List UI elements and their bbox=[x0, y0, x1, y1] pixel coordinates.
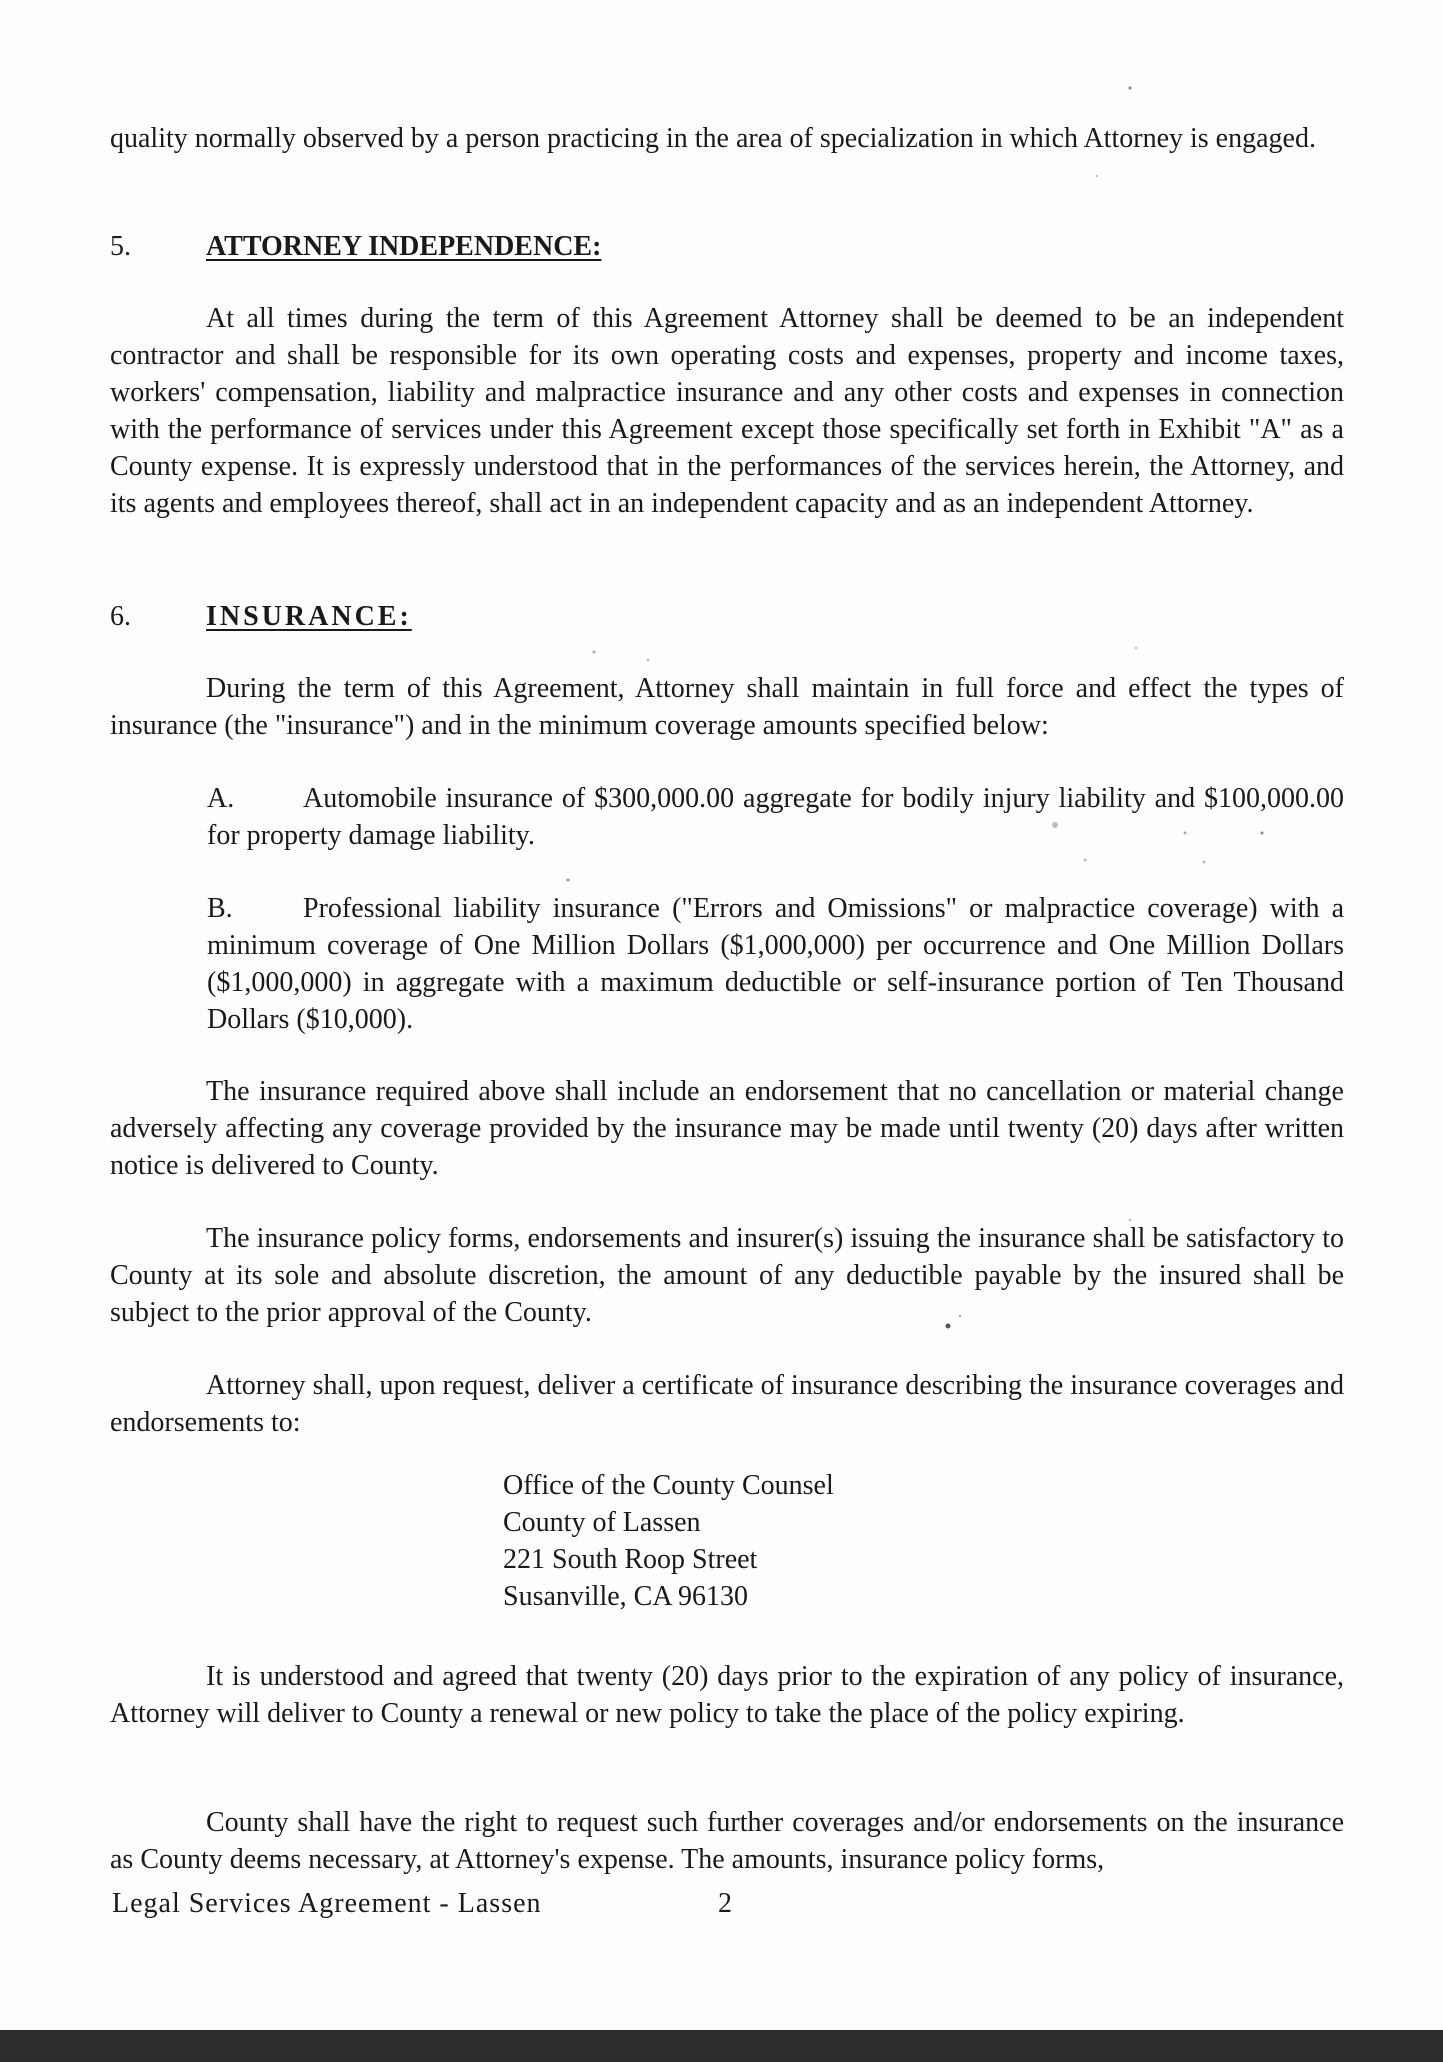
mailing-address bbox=[503, 1467, 834, 1615]
section-6-heading bbox=[110, 598, 412, 635]
section-5-number: 5. bbox=[110, 231, 131, 262]
section-6-number: 6. bbox=[110, 601, 131, 632]
continuation-paragraph: quality normally observed by a person practicing in the area of specialization in which Attorney is engaged. bbox=[110, 123, 1316, 154]
further-coverage-paragraph: County shall have the right to request such further coverages and/or endorsements on the insurance as County deems necessary, at Attorney's expense. The amounts, insurance policy forms, bbox=[110, 1807, 1344, 1875]
insurance-item-a bbox=[207, 780, 1344, 854]
footer-title: Legal Services Agreement - Lassen bbox=[112, 1888, 542, 1919]
certificate-paragraph: Attorney shall, upon request, deliver a certificate of insurance describing the insurance coverages and endorsements to: bbox=[110, 1370, 1344, 1438]
address-line-4: Susanville, CA 96130 bbox=[503, 1581, 749, 1612]
section-5-body: At all times during the term of this Agreement Attorney shall be deemed to be an independent contractor and shall be responsible for its own operating costs and expenses, property and income taxes, workers' compensation, liability and malpractice insurance and any other costs and expenses in connection with the performance of services under this Agreement except those specifically set forth in Exhibit "A" as a County expense. It is expressly understood that in the performances of the services herein, the Attorney, and its agents and employees thereof, shall act in an independent capacity and as an independent Attorney. bbox=[110, 303, 1344, 519]
item-a-text: Automobile insurance of $300,000.00 aggregate for bodily injury liability and $100,000.00 for property damage liability. bbox=[207, 783, 1344, 851]
footer-page-number: 2 bbox=[718, 1888, 732, 1919]
address-line-1: Office of the County Counsel bbox=[503, 1470, 834, 1501]
section-6-intro: During the term of this Agreement, Attorney shall maintain in full force and effect the types of insurance (the "insurance") and in the minimum coverage amounts specified below: bbox=[110, 673, 1344, 741]
insurance-item-b bbox=[207, 890, 1344, 1038]
scan-bottom-edge bbox=[0, 2030, 1443, 2062]
renewal-paragraph: It is understood and agreed that twenty (20) days prior to the expiration of any policy of insurance, Attorney will deliver to County a renewal or new policy to take the place of the policy expiring. bbox=[110, 1661, 1344, 1729]
section-5-title: ATTORNEY INDEPENDENCE: bbox=[206, 231, 602, 262]
section-5-heading bbox=[110, 228, 601, 265]
address-line-2: County of Lassen bbox=[503, 1507, 701, 1538]
endorsement-paragraph: The insurance required above shall include an endorsement that no cancellation or material change adversely affecting any coverage provided by the insurance may be made until twenty (20) days after written notice is delivered to County. bbox=[110, 1076, 1344, 1181]
section-6-title: INSURANCE: bbox=[206, 601, 412, 632]
address-line-3: 221 South Roop Street bbox=[503, 1544, 758, 1575]
item-b-text: Professional liability insurance ("Errors and Omissions" or malpractice coverage) with a minimum coverage of One Million Dollars ($1,000,000) per occurrence and One Million Dollars ($1,000,000) in aggregate with a maximum deductible or self-insurance portion of Ten Thousand Dollars ($10,000). bbox=[207, 893, 1344, 1035]
item-b-letter: B. bbox=[207, 893, 233, 924]
policy-forms-paragraph: The insurance policy forms, endorsements and insurer(s) issuing the insurance shall be satisfactory to County at its sole and absolute discretion, the amount of any deductible payable by the insured shall be subject to the prior approval of the County. bbox=[110, 1223, 1344, 1328]
item-a-letter: A. bbox=[207, 783, 235, 814]
